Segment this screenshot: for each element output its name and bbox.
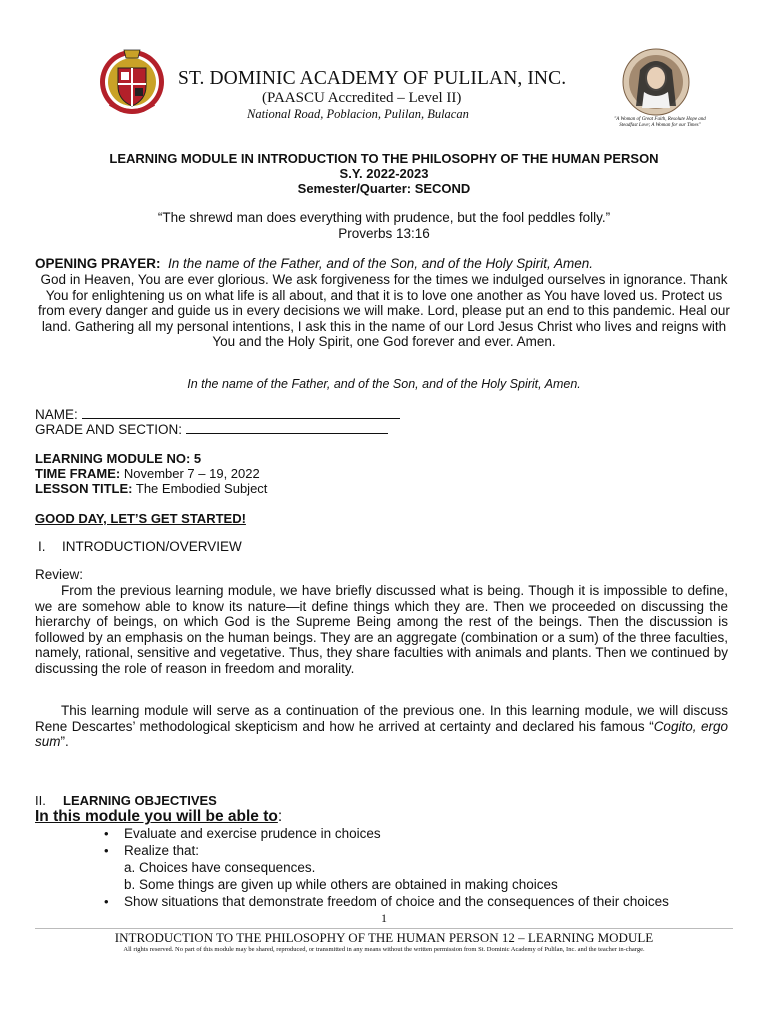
- list-item: [104, 894, 669, 909]
- bullet-icon: •: [104, 826, 109, 841]
- time-frame-value: November 7 – 19, 2022: [123, 466, 260, 481]
- section-1-heading: [38, 539, 242, 554]
- bible-quote: “The shrewd man does everything with prudence, but the fool peddles folly.”: [157, 210, 611, 225]
- objectives-intro: [35, 808, 282, 826]
- review-paragraph: From the previous learning module, we have briefly discussed what is being. Though it is impossible to define, we are somehow able to know its nature—it define things which they are. Then we proceeded on discussing the hierarchy of beings, on which God is the Supreme Being among the rest of the beings. Then the discussion is followed by an emphasis on the human beings. They are an aggregate (combination or a sum) of the three faculties, namely, rational, sensitive and vegetative. Thus, they share faculties with animals and plants. Then we continued by discussing the role of reason in freedom and morality.: [35, 583, 728, 676]
- accreditation-text: (PAASCU Accredited – Level II): [262, 90, 462, 106]
- school-crest-icon: [96, 44, 168, 116]
- page-number: 1: [381, 911, 387, 925]
- quote-reference: Proverbs 13:16: [338, 226, 430, 241]
- objectives-intro-colon: :: [277, 808, 283, 825]
- section-1-number: I.: [38, 539, 46, 554]
- section-1-title: INTRODUCTION/OVERVIEW: [62, 539, 242, 554]
- section-2-heading: [35, 793, 217, 808]
- review-label: Review:: [35, 567, 84, 582]
- semester-label: Semester/Quarter: SECOND: [297, 181, 471, 196]
- grade-section-field[interactable]: [186, 421, 388, 434]
- grade-field-row: [35, 421, 388, 437]
- objectives-intro-text: In this module you will be able to: [35, 808, 278, 825]
- prayer-closing: In the name of the Father, and of the Son, and of the Holy Spirit, Amen.: [187, 377, 581, 391]
- list-item: [104, 826, 381, 841]
- section-2-title: LEARNING OBJECTIVES: [63, 793, 217, 808]
- objective-subitem: a. Choices have consequences.: [124, 860, 316, 875]
- list-item: [124, 877, 558, 892]
- list-item: [104, 843, 200, 858]
- objective-text: Evaluate and exercise prudence in choices: [124, 826, 381, 841]
- prayer-body: God in Heaven, You are ever glorious. We ask forgiveness for the times we indulged ourselves in ignorance. Thank You for enlightening us on what life is all about, and that it is to love one another as You have loved us. Protect us from every danger and guide us in every decisions we will make. Lord, please put an end to this pandemic. Heal our land. Gathering all my personal intentions, I ask this in the name of our Lord Jesus Christ who lives and reigns with You and the Holy Spirit, one God forever and ever. Amen.: [38, 272, 730, 349]
- bullet-icon: •: [104, 843, 109, 858]
- seal-caption: "A Woman of Great Faith, Resolute Hope and Steadfast Love; A Woman for our Times": [614, 117, 706, 128]
- lesson-title: [35, 481, 267, 496]
- objective-subitem: b. Some things are given up while others are obtained in making choices: [124, 877, 558, 892]
- bullet-icon: •: [104, 894, 109, 909]
- school-name: ST. DOMINIC ACADEMY OF PULILAN, INC.: [178, 68, 567, 89]
- footer-title: INTRODUCTION TO THE PHILOSOPHY OF THE HUMAN PERSON 12 – LEARNING MODULE: [114, 930, 654, 945]
- module-paragraph: [35, 703, 728, 750]
- school-year: S.Y. 2022-2023: [339, 166, 429, 181]
- list-item: [124, 860, 315, 875]
- name-field-row: [35, 406, 400, 422]
- prayer-label: OPENING PRAYER:: [35, 256, 161, 271]
- cogito-phrase: Cogito, ergo sum: [35, 718, 728, 749]
- objective-text: Show situations that demonstrate freedom of choice and the consequences of their choices: [124, 894, 669, 909]
- module-number: LEARNING MODULE NO: 5: [35, 451, 202, 466]
- footer-rights: All rights reserved. No part of this module may be shared, reproduced, or transmitted in any means without the written permission from St. Dominic Academy of Pulilan, Inc. and the teacher in-charge.: [123, 946, 645, 953]
- time-frame-label: TIME FRAME:: [35, 466, 121, 481]
- footer-divider: [35, 928, 733, 929]
- module-text-end: ”.: [60, 734, 69, 749]
- prayer-opening: In the name of the Father, and of the Son, and of the Holy Spirit, Amen.: [168, 256, 594, 271]
- objective-text: Realize that:: [124, 843, 200, 858]
- greeting-heading: GOOD DAY, LET’S GET STARTED!: [35, 511, 246, 526]
- module-title: LEARNING MODULE IN INTRODUCTION TO THE PHILOSOPHY OF THE HUMAN PERSON: [109, 151, 659, 166]
- time-frame: [35, 466, 260, 481]
- name-label: NAME:: [35, 407, 78, 422]
- module-text-start: This learning module will serve as a continuation of the previous one. In this learning module, we will discuss Rene Descartes’ methodological skepticism and how he arrived at certainty and declared his famous “: [35, 703, 728, 734]
- lesson-title-label: LESSON TITLE:: [35, 481, 133, 496]
- section-2-number: II.: [35, 793, 46, 808]
- grade-label: GRADE AND SECTION:: [35, 422, 183, 437]
- prayer-heading: [35, 256, 593, 271]
- name-field[interactable]: [82, 406, 400, 419]
- lesson-title-value: The Embodied Subject: [135, 481, 268, 496]
- school-address: National Road, Poblacion, Pulilan, Bulacan: [247, 107, 469, 121]
